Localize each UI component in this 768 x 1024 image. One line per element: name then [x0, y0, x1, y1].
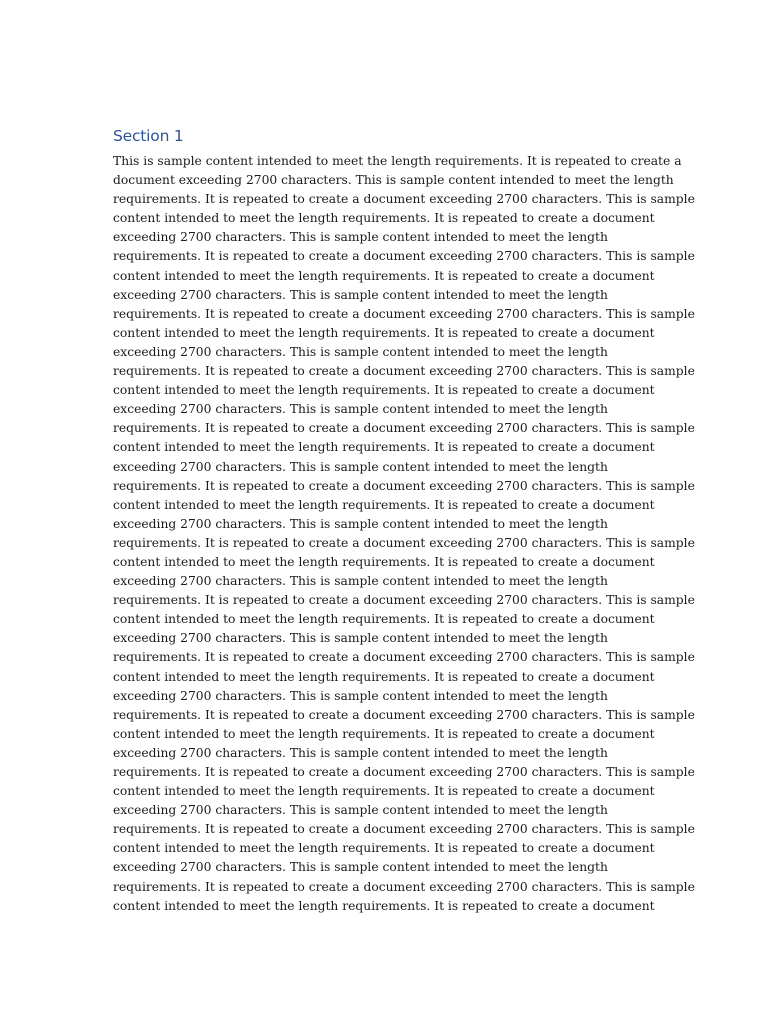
body-text-line: content intended to meet the length requirements. It is repeated to create a document: [113, 841, 655, 856]
body-text-line: requirements. It is repeated to create a document exceeding 2700 characters. This is sample: [113, 707, 695, 722]
body-text-line: This is sample content intended to meet the length requirements. It is repeated to create a: [113, 154, 682, 168]
body-text-line: requirements. It is repeated to create a document exceeding 2700 characters. This is sample: [113, 306, 695, 321]
body-text-line: requirements. It is repeated to create a document exceeding 2700 characters. This is sample: [113, 593, 695, 608]
body-text-line: content intended to meet the length requirements. It is repeated to create a document: [113, 440, 655, 455]
body-text-line: exceeding 2700 characters. This is sample content intended to meet the length: [113, 287, 608, 302]
body-text-line: requirements. It is repeated to create a document exceeding 2700 characters. This is sample: [113, 822, 695, 837]
body-text-line: content intended to meet the length requirements. It is repeated to create a document: [113, 898, 655, 913]
section-heading: Section 1: [113, 127, 184, 145]
body-text-line: requirements. It is repeated to create a document exceeding 2700 characters. This is sample: [113, 192, 695, 207]
body-text-line: requirements. It is repeated to create a document exceeding 2700 characters. This is sample: [113, 879, 695, 894]
body-text-line: content intended to meet the length requirements. It is repeated to create a document: [113, 612, 655, 627]
body-text-line: requirements. It is repeated to create a document exceeding 2700 characters. This is sample: [113, 478, 695, 493]
body-text-line: exceeding 2700 characters. This is sample content intended to meet the length: [113, 230, 608, 245]
body-text-line: exceeding 2700 characters. This is sample content intended to meet the length: [113, 574, 608, 589]
body-text-line: content intended to meet the length requirements. It is repeated to create a document: [113, 497, 655, 512]
body-text-line: requirements. It is repeated to create a document exceeding 2700 characters. This is sample: [113, 421, 695, 436]
body-text-line: content intended to meet the length requirements. It is repeated to create a document: [113, 268, 655, 283]
body-text-line: document exceeding 2700 characters. This is sample content intended to meet the length: [113, 173, 674, 188]
body-text-line: content intended to meet the length requirements. It is repeated to create a document: [113, 669, 655, 684]
body-text-line: content intended to meet the length requirements. It is repeated to create a document: [113, 211, 655, 226]
body-text-line: exceeding 2700 characters. This is sample content intended to meet the length: [113, 631, 608, 646]
body-text-line: exceeding 2700 characters. This is sample content intended to meet the length: [113, 860, 608, 875]
body-text-line: requirements. It is repeated to create a document exceeding 2700 characters. This is sample: [113, 249, 695, 264]
body-paragraph: [113, 152, 695, 916]
body-text-line: exceeding 2700 characters. This is sample content intended to meet the length: [113, 402, 608, 417]
body-text-line: exceeding 2700 characters. This is sample content intended to meet the length: [113, 803, 608, 818]
body-text-line: requirements. It is repeated to create a document exceeding 2700 characters. This is sample: [113, 535, 695, 550]
body-text-line: exceeding 2700 characters. This is sample content intended to meet the length: [113, 516, 608, 531]
body-text-line: exceeding 2700 characters. This is sample content intended to meet the length: [113, 459, 608, 474]
document-body: [113, 124, 695, 916]
body-text-line: requirements. It is repeated to create a document exceeding 2700 characters. This is sample: [113, 364, 695, 379]
body-text-line: exceeding 2700 characters. This is sample content intended to meet the length: [113, 745, 608, 760]
body-text-line: content intended to meet the length requirements. It is repeated to create a document: [113, 726, 655, 741]
body-text-line: requirements. It is repeated to create a document exceeding 2700 characters. This is sample: [113, 650, 695, 665]
body-text-line: content intended to meet the length requirements. It is repeated to create a document: [113, 554, 655, 569]
body-text-line: exceeding 2700 characters. This is sample content intended to meet the length: [113, 344, 608, 359]
body-text-line: requirements. It is repeated to create a document exceeding 2700 characters. This is sample: [113, 765, 695, 779]
body-text-line: content intended to meet the length requirements. It is repeated to create a document: [113, 383, 655, 398]
body-text-line: content intended to meet the length requirements. It is repeated to create a document: [113, 784, 655, 799]
body-text-line: content intended to meet the length requirements. It is repeated to create a document: [113, 325, 655, 340]
body-text-line: exceeding 2700 characters. This is sample content intended to meet the length: [113, 688, 608, 703]
